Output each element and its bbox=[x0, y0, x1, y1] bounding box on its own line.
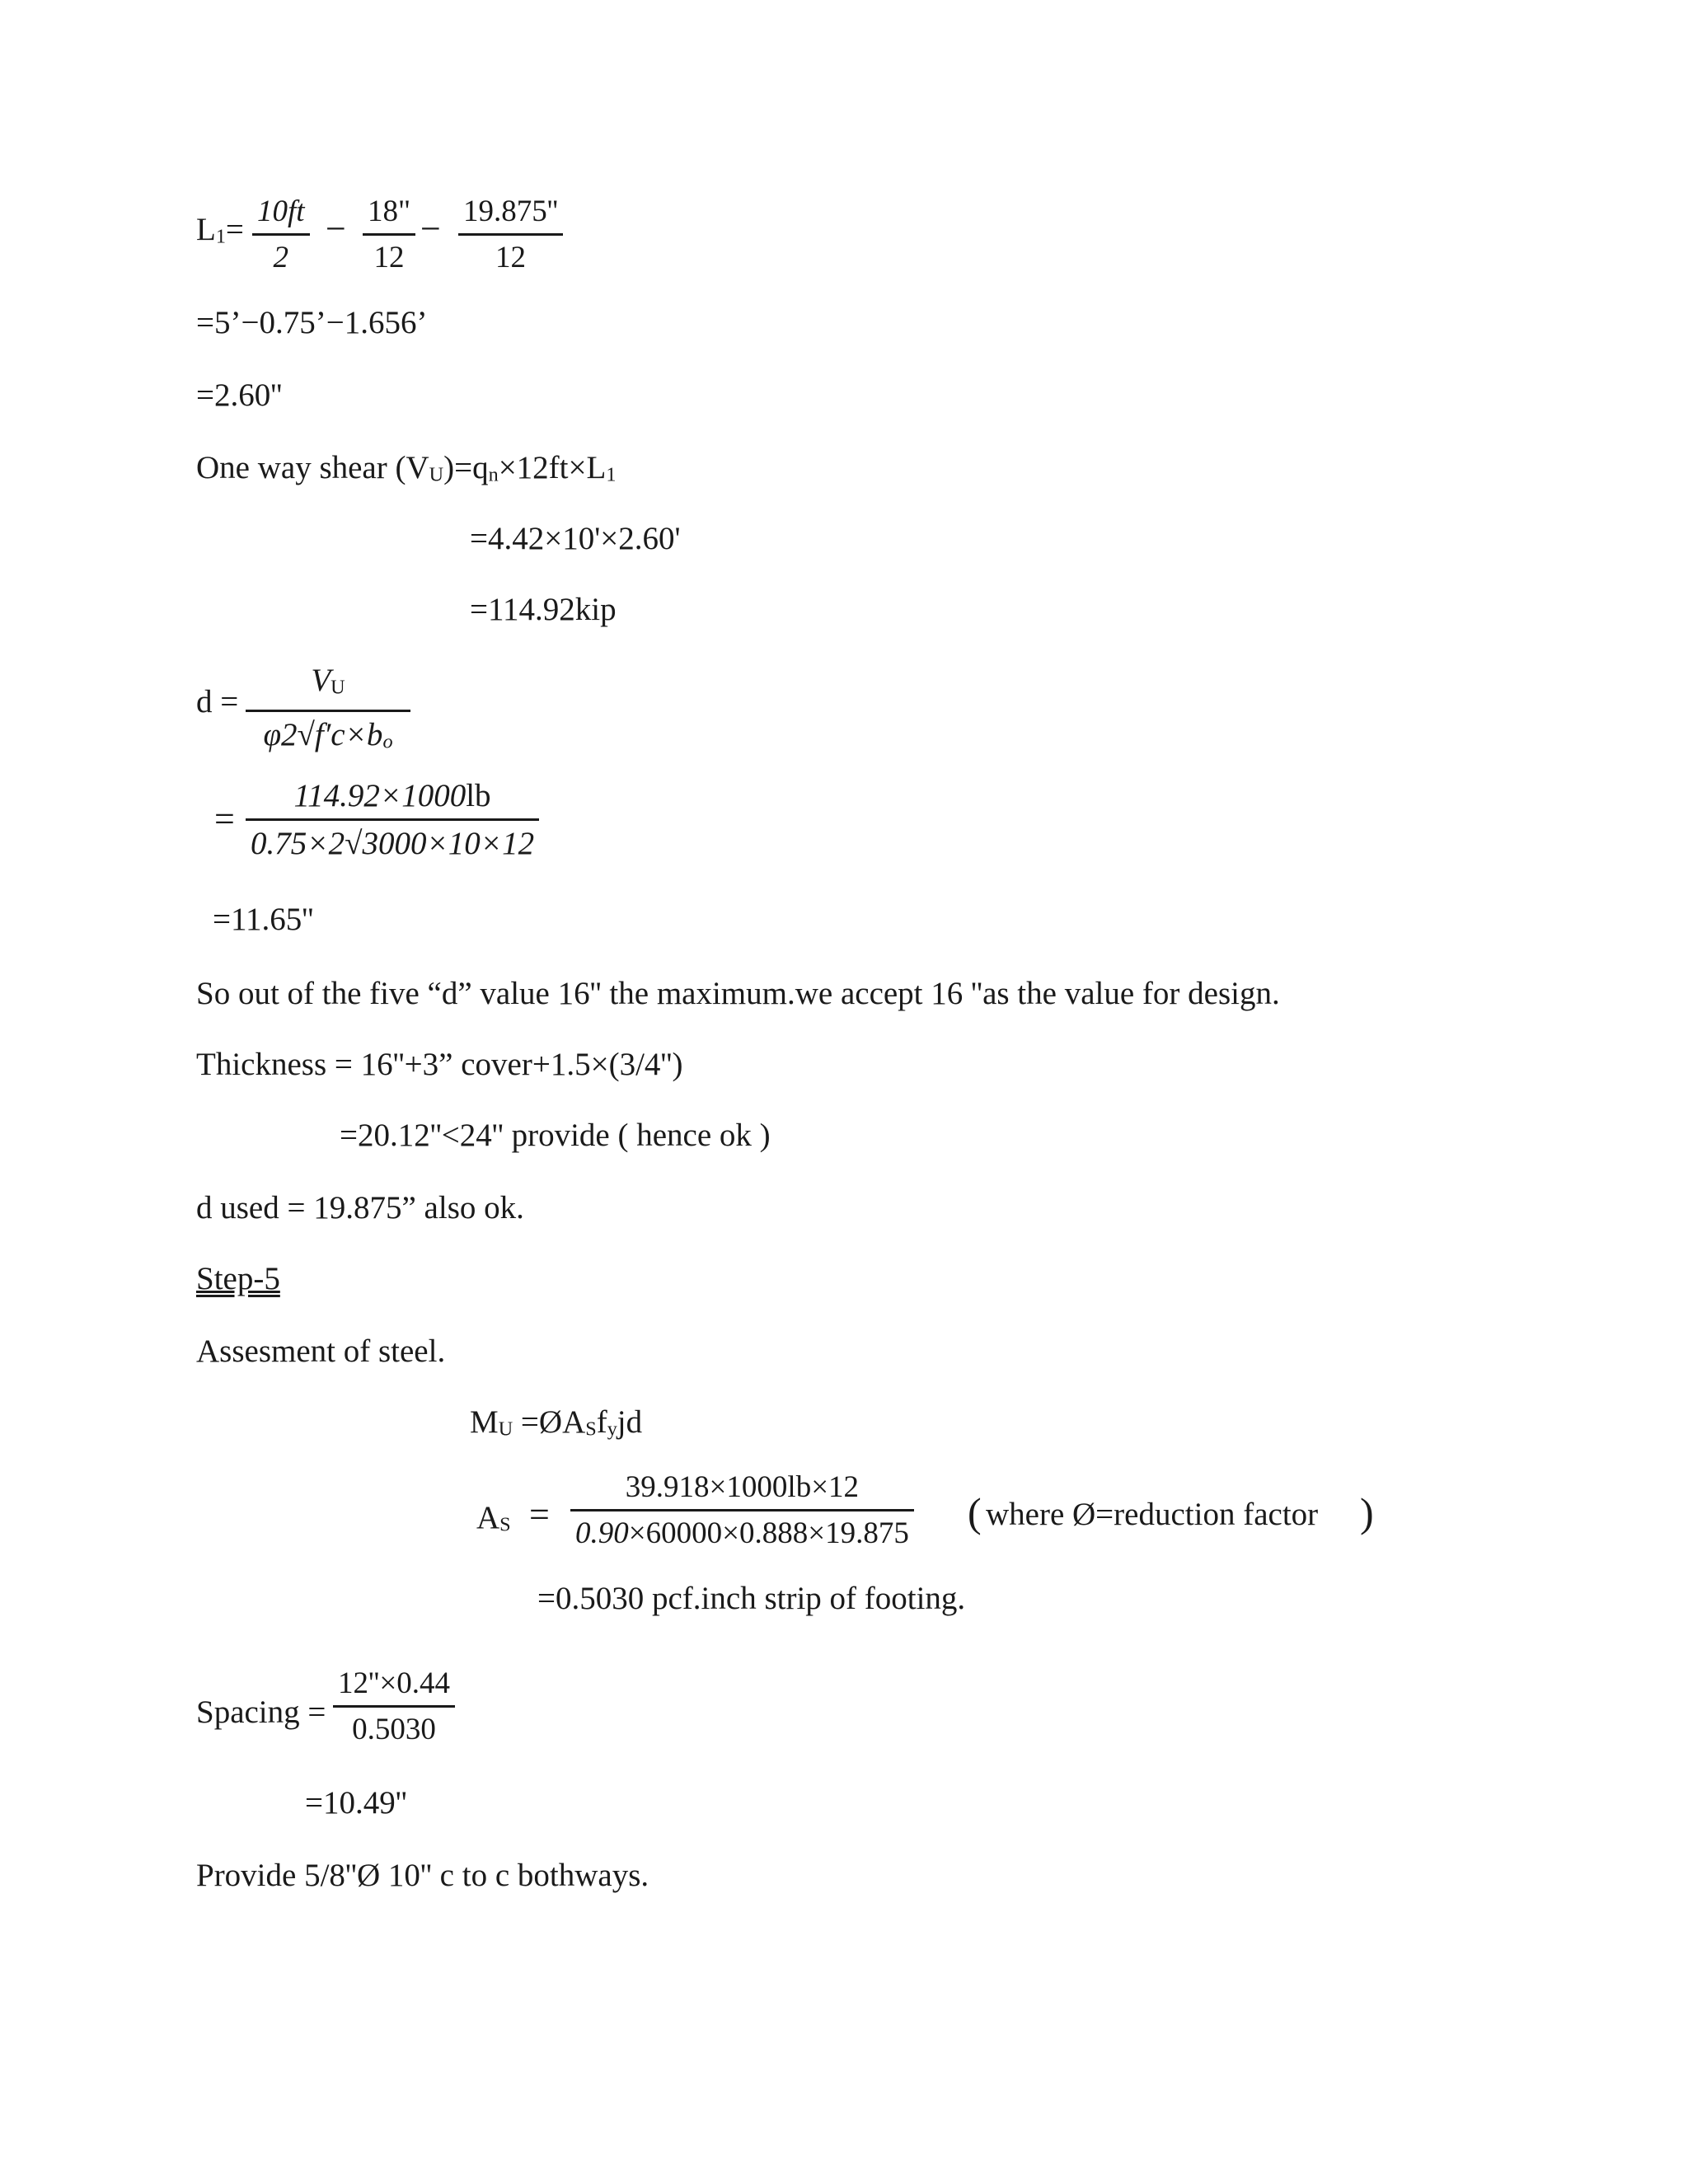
spacing-fraction: 12''×0.44 0.5030 bbox=[333, 1668, 455, 1745]
step-heading: Step-5 bbox=[196, 1261, 280, 1296]
as-result: =0.5030 pcf.inch strip of footing. bbox=[537, 1581, 966, 1616]
d-formula-lhs: d = bbox=[196, 684, 239, 719]
d-formula-fraction: VU φ2√f′c×bo bbox=[246, 664, 410, 752]
as-note-open-paren: ( bbox=[968, 1489, 982, 1535]
shear-step-1: =4.42×10'×2.60' bbox=[470, 521, 681, 556]
d-calc-equals: = bbox=[214, 799, 235, 839]
l1-step-1: =5’−0.75’−1.656’ bbox=[196, 305, 428, 340]
spacing-result: =10.49'' bbox=[305, 1785, 407, 1821]
thickness-equation: Thickness = 16''+3” cover+1.5×(3/4'') bbox=[196, 1047, 683, 1082]
l1-minus-1: − bbox=[326, 209, 346, 249]
as-lhs: AS bbox=[476, 1500, 511, 1536]
as-note-close-paren: ) bbox=[1360, 1489, 1374, 1535]
as-note: where Ø=reduction factor bbox=[986, 1497, 1319, 1532]
d-used: d used = 19.875” also ok. bbox=[196, 1190, 524, 1226]
provide-text: Provide 5/8''Ø 10'' c to c bothways. bbox=[196, 1858, 649, 1893]
as-fraction: 39.918×1000lb×12 0.90×60000×0.888×19.875 bbox=[570, 1472, 914, 1549]
d-result: =11.65'' bbox=[213, 902, 314, 937]
summary-text: So out of the five “d” value 16'' the maximum.we accept 16 ''as the value for design. bbox=[196, 976, 1280, 1011]
l1-lhs: L1= bbox=[196, 212, 244, 248]
shear-step-2: =114.92kip bbox=[470, 592, 617, 627]
l1-fraction-1: 10ft 2 bbox=[252, 196, 310, 273]
l1-fraction-2: 18" 12 bbox=[363, 196, 415, 273]
l1-fraction-3: 19.875'' 12 bbox=[458, 196, 563, 273]
mu-equation: MU =ØASfyjd bbox=[470, 1404, 643, 1441]
d-calc-fraction: 114.92×1000lb 0.75×2√3000×10×12 bbox=[246, 780, 539, 860]
l1-step-2: =2.60'' bbox=[196, 377, 283, 413]
l1-minus-2: − bbox=[420, 209, 441, 249]
assessment-text: Assesment of steel. bbox=[196, 1333, 446, 1369]
spacing-label: Spacing = bbox=[196, 1694, 326, 1730]
thickness-result: =20.12''<24'' provide ( hence ok ) bbox=[340, 1118, 771, 1153]
as-equals: = bbox=[529, 1494, 550, 1535]
shear-equation: One way shear (VU)=qn×12ft×L1 bbox=[196, 450, 617, 486]
